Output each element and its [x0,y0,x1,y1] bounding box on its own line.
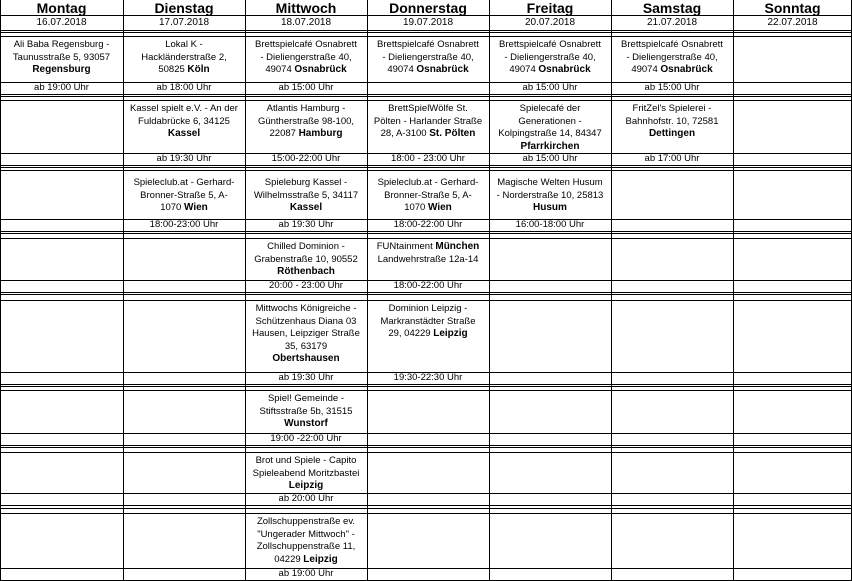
day-date: 16.07.2018 [36,17,87,28]
event-cell [245,174,367,219]
day-header-samstag [611,0,733,30]
event-city: Husum [533,202,567,213]
event-address-line: Brettspielcafé Osnabrett [255,39,357,50]
event-cell [367,100,489,153]
row-divider [0,94,852,95]
event-time: ab 19:00 Uhr [278,568,334,579]
event-address-line: Grabenstraße 10, 90552 [254,253,358,265]
event-address-line: Brettspielcafé Osnabrett [621,39,723,50]
event-address-line: Ali Baba Regensburg - [13,39,110,50]
event-address-line: BrettSpielWölfe St. [388,103,468,114]
event-city: Wunstorf [284,418,328,429]
event-time: ab 15:00 Uhr [278,82,334,93]
event-address-line: Kolpingstraße 14, 84347 [498,128,602,139]
event-address-line: Hackländerstraße 2, [141,51,227,63]
event-address-line: 29, 04229 [388,328,434,339]
event-city: Osnabrück [660,64,713,75]
event-city: Regensburg [32,64,91,75]
event-address-line: Spielecafé der [519,103,581,114]
event-cell [611,100,733,153]
event-time: ab 19:30 Uhr [278,219,334,230]
event-address-line: Atlantis Hamburg - [266,103,346,114]
event-time: ab 20:00 Uhr [278,493,334,504]
event-address-line: - Norderstraße 10, 25813 [496,189,604,201]
row-divider [0,386,852,387]
event-address-line: Pölten - Harlander Straße [373,115,483,127]
event-city: Wien [183,202,208,213]
event-address-line: - Dieliengerstraße 40, [382,51,474,63]
event-time: ab 15:00 Uhr [522,82,578,93]
event-time: 19:30-22:30 Uhr [393,372,463,383]
event-address-line: 1070 [404,202,428,213]
event-address-line: 28, A-3100 [380,128,430,139]
row-divider [0,505,852,506]
event-time: ab 15:00 Uhr [644,82,700,93]
event-address-line: Spieleclub.at - Gerhard- [377,177,479,188]
event-cell [245,452,367,493]
event-cell [0,36,123,82]
event-time: ab 15:00 Uhr [522,153,578,164]
event-city: Osnabrück [416,64,469,75]
event-city: Köln [187,64,210,75]
row-divider [0,447,852,448]
event-city: Leipzig [288,480,324,491]
day-name: Sonntag [764,0,821,16]
event-city: Kassel [167,128,201,139]
event-address-line: Fuldabrücke 6, 34125 [138,115,230,127]
event-city: St. Pölten [429,128,476,139]
event-address-line: Wilhelmsstraße 5, 34117 [253,189,359,201]
event-city: München [435,241,480,252]
row-divider [0,30,852,31]
row-divider [0,292,852,293]
event-time: 18:00-22:00 Uhr [393,219,463,230]
day-header-dienstag [123,0,245,30]
event-address-line: "Ungerader Mittwoch" - [257,528,355,540]
event-address-line: 49074 [509,64,539,75]
event-city: Dettingen [648,128,696,139]
event-cell [367,36,489,82]
row-divider [0,32,852,33]
event-address-line: Bahnhofstr. 10, 72581 [625,115,719,127]
event-address-line: Hausen, Leipziger Straße [252,328,360,339]
event-address-line: Lokal K - [165,39,203,50]
event-city: Osnabrück [538,64,591,75]
event-cell [245,300,367,372]
event-time: ab 19:00 Uhr [34,82,89,93]
event-cell [489,100,611,153]
event-cell [367,238,489,280]
event-address-line: 35, 63179 [284,340,328,352]
event-city: Osnabrück [294,64,347,75]
event-time: 18:00-23:00 Uhr [149,219,219,230]
event-address-line: Brettspielcafé Osnabrett [377,39,479,50]
event-address-line: Spieleabend Moritzbastei [252,467,360,479]
event-cell [489,174,611,219]
row-divider [0,231,852,232]
event-time: 15:00-22:00 Uhr [271,153,341,164]
row-divider [0,96,852,97]
day-date: 17.07.2018 [158,17,210,28]
day-name: Mittwoch [275,0,337,16]
day-name: Montag [36,0,87,16]
row-divider [0,433,852,434]
event-address-line: - Dieliengerstraße 40, [504,51,596,63]
event-address-line: 1070 [160,202,184,213]
row-divider [0,513,852,514]
event-address-line: 49074 [265,64,295,75]
event-address-line: Bronner-Straße 5, A- [384,189,472,201]
event-address-line: Magische Welten Husum [497,177,603,188]
day-date: 21.07.2018 [646,17,698,28]
day-header-donnerstag [367,0,489,30]
event-address-line: Spiel! Gemeinde - [267,393,345,404]
day-name: Freitag [526,0,574,16]
event-address-line: Landwehrstraße 12a-14 [377,253,479,265]
event-address-line: Schützenhaus Diana 03 [255,315,357,327]
event-cell [245,238,367,280]
day-name: Samstag [642,0,702,16]
day-header-montag [0,0,123,30]
row-divider [0,294,852,295]
day-header-sonntag [733,0,852,30]
event-city: Röthenbach [277,266,335,277]
event-address-line: Güntherstraße 98-100, [257,115,355,127]
row-divider [0,165,852,166]
event-address-line: - Dieliengerstraße 40, [260,51,352,63]
event-time: 18:00 - 23:00 Uhr [391,153,465,164]
row-divider [0,384,852,385]
event-address-line: Brot und Spiele - Capito [255,455,357,466]
event-address-line: Spieleclub.at - Gerhard- [133,177,235,188]
event-cell [489,36,611,82]
event-address-line: Zollschuppenstraße ev. [256,516,356,527]
event-cell [367,300,489,372]
event-cell [245,36,367,82]
event-cell [123,174,245,219]
event-city: Hamburg [298,128,343,139]
event-address-line: Chilled Dominion - [267,241,345,252]
day-date: 19.07.2018 [402,17,454,28]
event-address-line: Markranstädter Straße [380,315,476,327]
row-divider [0,390,852,391]
event-time: 20:00 - 23:00 Uhr [269,280,343,291]
event-cell [245,390,367,433]
event-city: Wien [427,202,452,213]
event-cell [123,100,245,153]
event-city: Leipzig [433,328,468,339]
event-cell [611,36,733,82]
row-divider [0,233,852,234]
event-city: Obertshausen [272,353,340,364]
row-divider [0,493,852,494]
event-address-line: Brettspielcafé Osnabrett [499,39,601,50]
row-divider [0,445,852,446]
event-time: 16:00-18:00 Uhr [515,219,585,230]
event-address-line: 04229 [274,553,304,565]
row-divider [0,452,852,453]
event-address-line: 22087 [269,128,299,139]
event-city: Kassel [289,202,323,213]
event-address-line: Stiftsstraße 5b, 31515 [259,405,353,417]
event-address-line: Dominion Leipzig - [388,303,468,314]
event-time: ab 17:00 Uhr [644,153,700,164]
event-address-line: Zollschuppenstraße 11, [256,541,356,552]
event-cell [245,513,367,568]
row-divider [0,170,852,171]
row-divider [0,508,852,509]
event-city: Leipzig [303,553,338,565]
event-address-line: Spieleburg Kassel - [264,177,348,188]
day-name: Donnerstag [389,0,467,16]
event-city: Pfarrkirchen [520,140,580,152]
event-address-line: 49074 [387,64,417,75]
day-date: 18.07.2018 [280,17,332,28]
event-address-line: Generationen - [518,115,582,127]
event-address-line: 49074 [631,64,661,75]
day-header-mittwoch [245,0,367,30]
event-address-line: Mittwochs Königreiche - [255,303,357,314]
event-address-line: Taunusstraße 5, 93057 [12,51,111,63]
event-address-line: Bronner-Straße 5, A- [140,189,228,201]
event-address-line: - Dieliengerstraße 40, [626,51,718,63]
day-header-freitag [489,0,611,30]
row-divider [0,167,852,168]
day-date: 20.07.2018 [524,17,576,28]
event-cell [245,100,367,153]
event-time: ab 18:00 Uhr [156,82,212,93]
event-time: ab 19:30 Uhr [156,153,212,164]
event-address-line: FUNtainment [376,241,436,252]
event-address-line: FritZel's Spielerei - [632,103,712,114]
event-time: ab 19:30 Uhr [278,372,334,383]
event-address-line: Kassel spielt e.V. - An der [130,103,238,114]
event-cell [367,174,489,219]
event-address-line: 50825 [158,64,188,75]
day-date: 22.07.2018 [767,17,818,28]
event-cell [123,36,245,82]
event-time: 19:00 -22:00 Uhr [270,433,342,444]
day-name: Dienstag [154,0,214,16]
row-divider [0,568,852,569]
event-time: 18:00-22:00 Uhr [393,280,463,291]
